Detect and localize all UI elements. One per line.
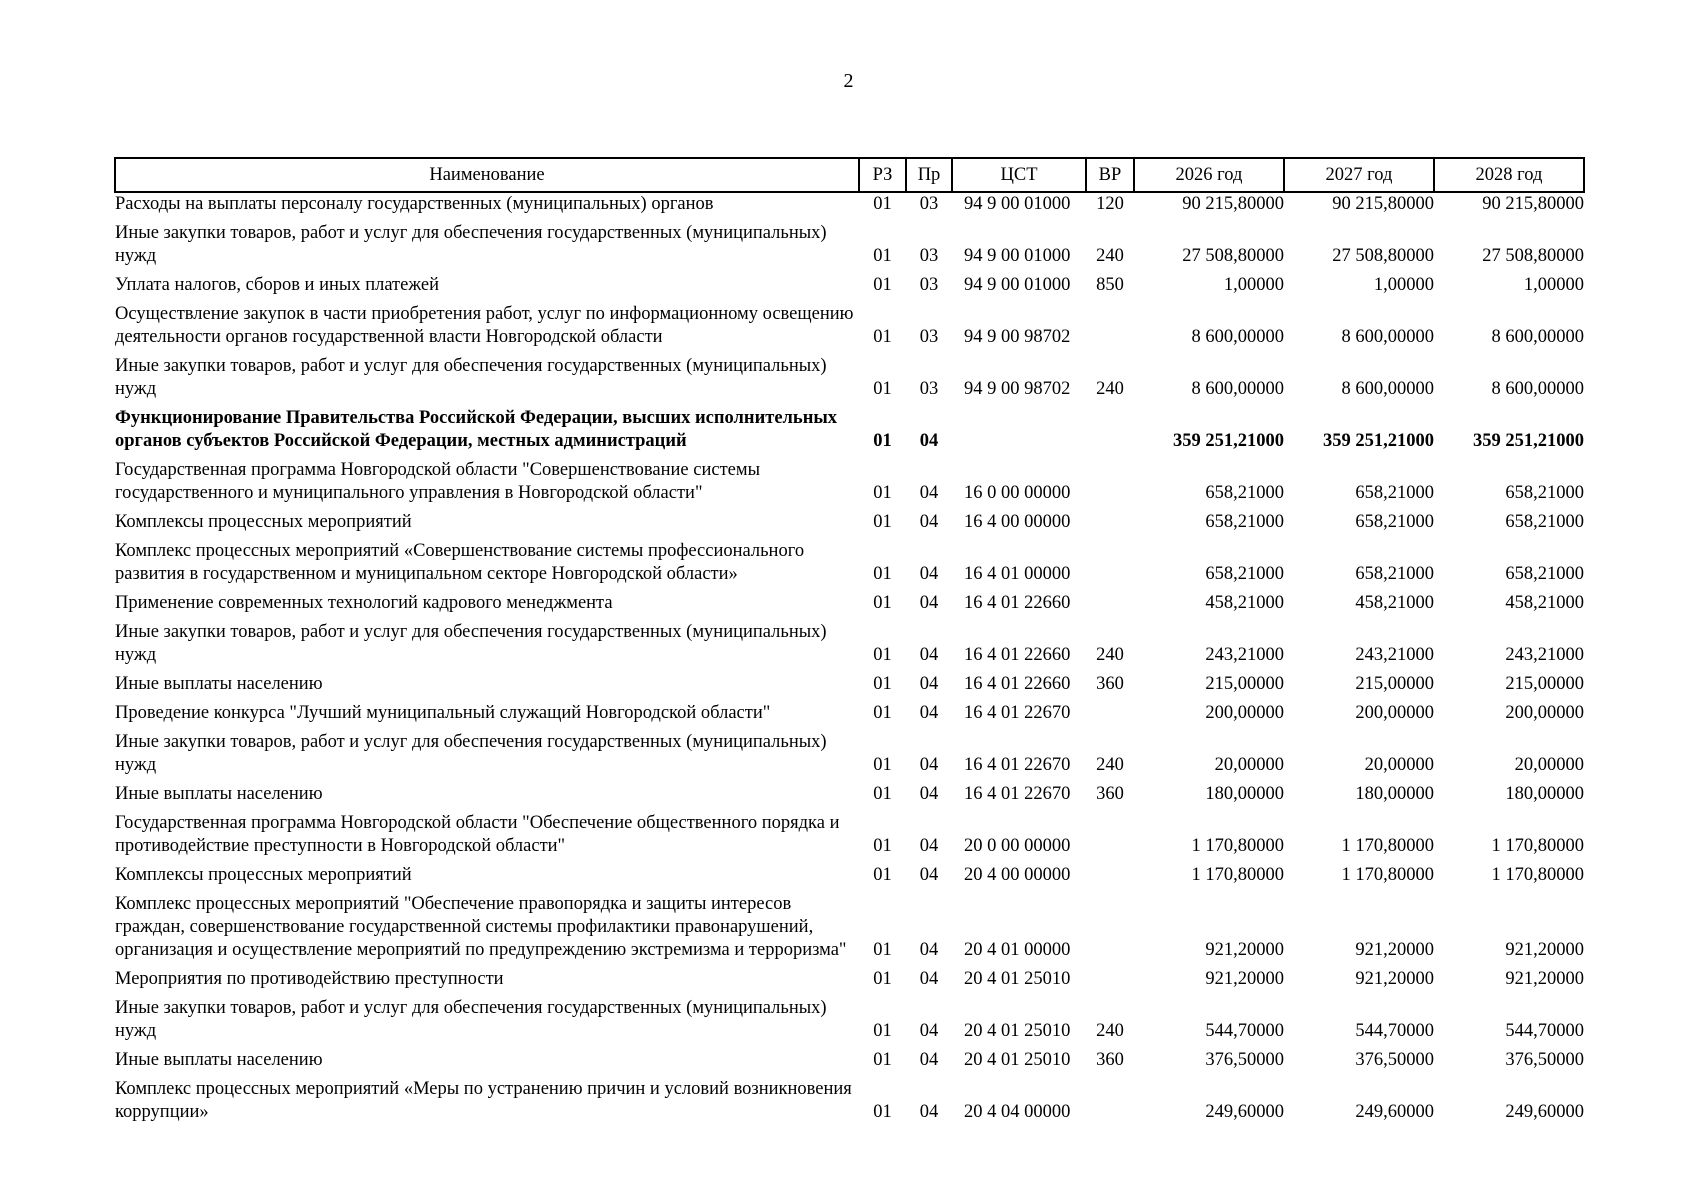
row-name: Иные закупки товаров, работ и услуг для обеспечения государственных (муниципальных) нужд [115,356,827,399]
row-value-2028: 1 170,80000 [1491,865,1584,885]
row-value-2028: 200,00000 [1505,703,1584,723]
row-value-2026: 8 600,00000 [1191,379,1284,399]
table-row [115,592,1584,621]
row-vr: 240 [1096,246,1124,266]
row-vr: 360 [1096,1050,1124,1070]
row-value-2026: 90 215,80000 [1182,194,1284,214]
row-pr: 04 [919,1050,939,1070]
row-value-2026: 658,21000 [1205,512,1284,532]
row-cst: 20 4 00 00000 [964,865,1071,885]
row-name: Иные закупки товаров, работ и услуг для обеспечения государственных (муниципальных) нужд [115,732,827,775]
row-value-2027: 921,20000 [1355,940,1434,960]
row-rz: 01 [873,564,892,584]
row-name: Иные выплаты населению [115,674,323,694]
row-pr: 04 [919,483,939,503]
row-cst: 20 4 04 00000 [964,1102,1071,1122]
row-rz: 01 [873,275,892,295]
row-vr [1086,812,1134,864]
row-cst: 94 9 00 98702 [964,327,1071,347]
table-row [115,540,1584,592]
row-value-2026: 1,00000 [1223,275,1284,295]
row-name: Проведение конкурса "Лучший муниципальный служащий Новгородской области" [115,703,771,723]
row-pr: 04 [919,674,939,694]
table-row [115,731,1584,783]
row-value-2026: 27 508,80000 [1182,246,1284,266]
row-pr: 04 [919,784,939,804]
row-value-2026: 243,21000 [1205,645,1284,665]
table-header-row [115,158,1584,192]
column-header-rz: РЗ [859,158,906,192]
row-rz: 01 [873,1021,892,1041]
row-pr: 04 [919,969,939,989]
row-rz: 01 [873,703,892,723]
row-value-2027: 215,00000 [1355,674,1434,694]
row-cst [952,407,1086,459]
row-value-2026: 921,20000 [1205,969,1284,989]
row-vr [1086,864,1134,893]
table-row [115,1049,1584,1078]
row-cst: 16 4 01 22660 [964,645,1071,665]
row-value-2028: 27 508,80000 [1482,246,1584,266]
row-pr: 03 [919,194,939,214]
row-value-2028: 8 600,00000 [1491,379,1584,399]
row-value-2026: 1 170,80000 [1191,865,1284,885]
row-rz: 01 [873,755,892,775]
row-vr: 850 [1096,275,1124,295]
row-value-2027: 376,50000 [1355,1050,1434,1070]
row-value-2027: 359 251,21000 [1323,431,1434,451]
row-value-2028: 658,21000 [1505,564,1584,584]
row-name: Расходы на выплаты персоналу государственных (муниципальных) органов [115,194,714,214]
row-value-2027: 8 600,00000 [1341,327,1434,347]
row-value-2026: 8 600,00000 [1191,327,1284,347]
row-value-2028: 20,00000 [1514,755,1584,775]
row-name: Иные закупки товаров, работ и услуг для обеспечения государственных (муниципальных) нужд [115,223,827,266]
row-cst: 94 9 00 01000 [964,194,1071,214]
column-header-pr: Пр [906,158,952,192]
row-value-2027: 658,21000 [1355,483,1434,503]
row-name: Мероприятия по противодействию преступности [115,969,504,989]
table-row [115,621,1584,673]
row-rz: 01 [873,674,892,694]
row-vr [1086,1078,1134,1130]
row-value-2028: 8 600,00000 [1491,327,1584,347]
row-value-2026: 544,70000 [1205,1021,1284,1041]
table-row [115,702,1584,731]
row-value-2027: 1 170,80000 [1341,836,1434,856]
row-rz: 01 [873,431,892,451]
row-pr: 04 [919,564,939,584]
row-value-2028: 1 170,80000 [1491,836,1584,856]
row-pr: 04 [919,431,939,451]
row-rz: 01 [873,645,892,665]
table-row [115,355,1584,407]
row-value-2028: 544,70000 [1505,1021,1584,1041]
row-vr [1086,407,1134,459]
row-value-2026: 215,00000 [1205,674,1284,694]
row-rz: 01 [873,593,892,613]
row-value-2028: 658,21000 [1505,483,1584,503]
row-name: Функционирование Правительства Российской Федерации, высших исполнительных органов субъектов Российской Федерации, местных администраций [115,408,838,451]
row-name: Комплекс процессных мероприятий «Меры по устранению причин и условий возникновения коррупции» [115,1079,852,1122]
row-cst: 16 4 00 00000 [964,512,1071,532]
row-name: Иные выплаты населению [115,1050,323,1070]
row-rz: 01 [873,784,892,804]
row-rz: 01 [873,969,892,989]
table-row [115,303,1584,355]
row-name: Иные закупки товаров, работ и услуг для обеспечения государственных (муниципальных) нужд [115,998,827,1041]
row-rz: 01 [873,512,892,532]
row-rz: 01 [873,194,892,214]
row-vr [1086,511,1134,540]
row-cst: 16 4 01 22660 [964,593,1071,613]
row-value-2028: 458,21000 [1505,593,1584,613]
row-cst: 94 9 00 98702 [964,379,1071,399]
table-row [115,673,1584,702]
row-cst: 16 4 01 22670 [964,784,1071,804]
column-header-name: Наименование [115,158,859,192]
row-pr: 04 [919,1021,939,1041]
row-rz: 01 [873,483,892,503]
row-pr: 04 [919,645,939,665]
row-cst: 16 0 00 00000 [964,483,1071,503]
row-cst: 20 4 01 00000 [964,940,1071,960]
row-value-2027: 20,00000 [1364,755,1434,775]
row-vr: 240 [1096,1021,1124,1041]
column-header-2026: 2026 год [1134,158,1284,192]
table-row [115,407,1584,459]
row-value-2028: 243,21000 [1505,645,1584,665]
row-name: Иные закупки товаров, работ и услуг для обеспечения государственных (муниципальных) нужд [115,622,827,665]
row-vr [1086,893,1134,968]
row-value-2028: 359 251,21000 [1473,431,1584,451]
column-header-2027: 2027 год [1284,158,1434,192]
row-value-2026: 200,00000 [1205,703,1284,723]
row-name: Государственная программа Новгородской области "Обеспечение общественного порядка и противодействие преступности в Новгородской области" [115,813,840,856]
row-value-2027: 8 600,00000 [1341,379,1434,399]
row-value-2027: 1,00000 [1373,275,1434,295]
row-vr [1086,459,1134,511]
row-value-2026: 658,21000 [1205,564,1284,584]
row-rz: 01 [873,246,892,266]
row-value-2028: 90 215,80000 [1482,194,1584,214]
row-cst: 20 4 01 25010 [964,1050,1071,1070]
row-value-2028: 180,00000 [1505,784,1584,804]
row-value-2027: 243,21000 [1355,645,1434,665]
row-name: Комплекс процессных мероприятий «Совершенствование системы профессионального развития в государственном и муниципальном секторе Новгородской области» [115,541,805,584]
row-vr: 240 [1096,645,1124,665]
column-header-2028: 2028 год [1434,158,1584,192]
row-vr: 240 [1096,755,1124,775]
row-value-2026: 249,60000 [1205,1102,1284,1122]
table-row [115,192,1584,222]
table-body [115,192,1584,1130]
row-value-2027: 544,70000 [1355,1021,1434,1041]
row-rz: 01 [873,1102,892,1122]
row-pr: 04 [919,1102,939,1122]
table-row [115,812,1584,864]
row-value-2027: 921,20000 [1355,969,1434,989]
row-vr: 360 [1096,784,1124,804]
row-pr: 03 [919,246,939,266]
row-value-2026: 921,20000 [1205,940,1284,960]
row-name: Комплексы процессных мероприятий [115,512,412,532]
table-row [115,274,1584,303]
row-value-2026: 1 170,80000 [1191,836,1284,856]
row-value-2026: 20,00000 [1214,755,1284,775]
table-row [115,459,1584,511]
row-cst: 16 4 01 22670 [964,703,1071,723]
page-number: 2 [843,70,854,92]
row-rz: 01 [873,1050,892,1070]
table-row [115,864,1584,893]
table-row [115,511,1584,540]
row-value-2027: 1 170,80000 [1341,865,1434,885]
row-cst: 94 9 00 01000 [964,246,1071,266]
row-name: Государственная программа Новгородской области "Совершенствование системы государственного и муниципального управления в Новгородской области" [115,460,760,503]
row-value-2027: 658,21000 [1355,512,1434,532]
row-name: Уплата налогов, сборов и иных платежей [115,275,440,295]
row-cst: 94 9 00 01000 [964,275,1071,295]
row-rz: 01 [873,865,892,885]
row-pr: 04 [919,755,939,775]
row-pr: 03 [919,275,939,295]
row-pr: 04 [919,593,939,613]
row-vr [1086,702,1134,731]
row-vr: 240 [1096,379,1124,399]
row-value-2027: 27 508,80000 [1332,246,1434,266]
row-name: Применение современных технологий кадрового менеджмента [115,593,613,613]
row-value-2027: 90 215,80000 [1332,194,1434,214]
row-value-2028: 215,00000 [1505,674,1584,694]
row-value-2027: 200,00000 [1355,703,1434,723]
table-row [115,968,1584,997]
row-pr: 04 [919,512,939,532]
row-pr: 04 [919,703,939,723]
column-header-vr: ВР [1086,158,1134,192]
row-value-2028: 921,20000 [1505,940,1584,960]
table-row [115,222,1584,274]
row-value-2027: 249,60000 [1355,1102,1434,1122]
row-value-2028: 376,50000 [1505,1050,1584,1070]
row-cst: 20 4 01 25010 [964,1021,1071,1041]
row-vr [1086,968,1134,997]
row-value-2026: 458,21000 [1205,593,1284,613]
budget-table [114,157,1585,1130]
column-header-cst: ЦСТ [952,158,1086,192]
row-pr: 04 [919,940,939,960]
row-pr: 04 [919,836,939,856]
row-value-2028: 249,60000 [1505,1102,1584,1122]
row-cst: 20 0 00 00000 [964,836,1071,856]
row-value-2028: 921,20000 [1505,969,1584,989]
row-value-2027: 180,00000 [1355,784,1434,804]
row-rz: 01 [873,327,892,347]
row-vr [1086,303,1134,355]
row-value-2026: 658,21000 [1205,483,1284,503]
row-cst: 16 4 01 22660 [964,674,1071,694]
row-pr: 04 [919,865,939,885]
row-cst: 16 4 01 00000 [964,564,1071,584]
row-value-2026: 359 251,21000 [1173,431,1284,451]
row-value-2027: 658,21000 [1355,564,1434,584]
row-value-2027: 458,21000 [1355,593,1434,613]
row-cst: 16 4 01 22670 [964,755,1071,775]
row-name: Комплекс процессных мероприятий "Обеспечение правопорядка и защиты интересов граждан, совершенствование государственной системы профилактики правонарушений, организация и осуществление мероприятий по предупреждению экстремизма и терроризма" [115,894,847,960]
row-name: Комплексы процессных мероприятий [115,865,412,885]
row-rz: 01 [873,836,892,856]
row-value-2026: 376,50000 [1205,1050,1284,1070]
row-name: Иные выплаты населению [115,784,323,804]
row-vr [1086,592,1134,621]
table-row [115,893,1584,968]
row-value-2026: 180,00000 [1205,784,1284,804]
row-vr: 360 [1096,674,1124,694]
row-cst: 20 4 01 25010 [964,969,1071,989]
row-rz: 01 [873,379,892,399]
row-pr: 03 [919,327,939,347]
row-value-2028: 658,21000 [1505,512,1584,532]
table-row [115,997,1584,1049]
row-vr: 120 [1096,194,1124,214]
table-row [115,1078,1584,1130]
row-vr [1086,540,1134,592]
row-value-2028: 1,00000 [1523,275,1584,295]
row-name: Осуществление закупок в части приобретения работ, услуг по информационному освещению деятельности органов государственной власти Новгородской области [115,304,854,347]
row-rz: 01 [873,940,892,960]
table-row [115,783,1584,812]
row-pr: 03 [919,379,939,399]
